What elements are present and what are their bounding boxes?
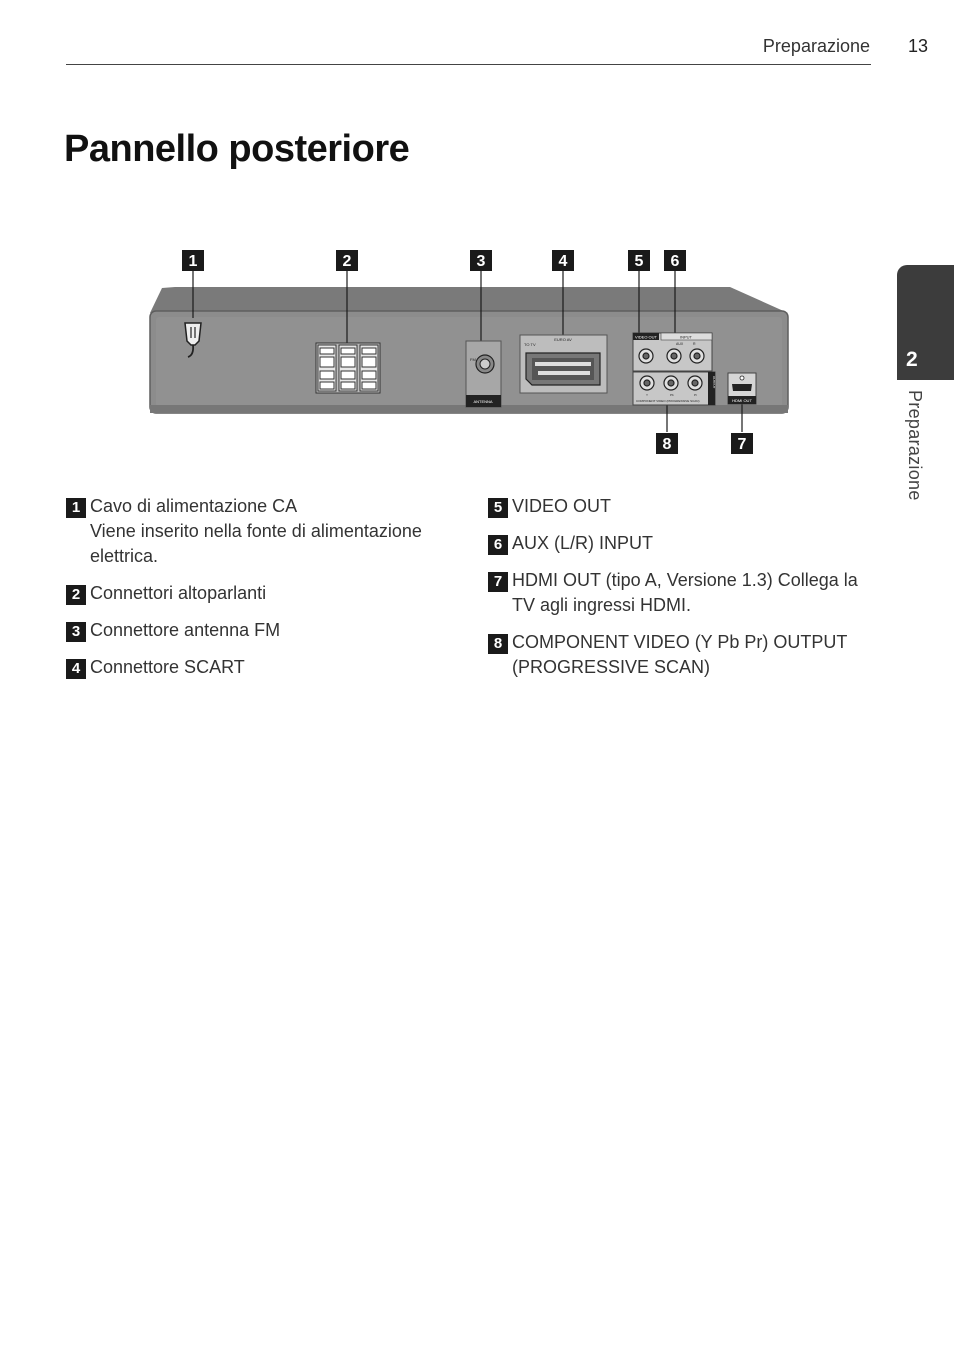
list-item	[488, 630, 878, 680]
list-item	[488, 531, 878, 556]
svg-text:Pb: Pb	[670, 393, 674, 397]
item-number-badge: 6	[488, 535, 508, 555]
list-item	[66, 581, 446, 606]
callout-7	[731, 433, 753, 454]
list-item	[66, 494, 446, 569]
svg-text:VIDEO OUT: VIDEO OUT	[634, 334, 658, 340]
item-number-badge: 7	[488, 572, 508, 592]
svg-text:Y: Y	[646, 393, 649, 397]
running-header-section: Preparazione	[762, 36, 870, 56]
svg-text:7: 7	[737, 436, 747, 453]
callout-2	[336, 250, 358, 271]
list-item	[66, 618, 446, 643]
svg-text:3: 3	[476, 253, 486, 270]
svg-text:1: 1	[188, 253, 198, 270]
item-number-badge: 3	[66, 622, 86, 642]
chassis-top	[150, 287, 788, 313]
page-title: Pannello posteriore	[64, 128, 410, 170]
svg-text:INPUT: INPUT	[680, 334, 692, 340]
svg-text:COMPONENT VIDEO (PROGRESSIVE S: COMPONENT VIDEO (PROGRESSIVE SCAN)	[636, 399, 700, 403]
item-text: COMPONENT VIDEO (Y Pb Pr) OUTPUT (PROGRESSIVE SCAN)	[512, 632, 848, 677]
callout-5	[628, 250, 650, 271]
svg-text:OUTPUT: OUTPUT	[712, 376, 716, 389]
svg-text:TO TV: TO TV	[524, 342, 536, 347]
svg-text:2: 2	[342, 253, 352, 270]
item-text: VIDEO OUT	[512, 496, 612, 516]
item-description: Viene inserito nella fonte di alimentazione elettrica.	[90, 521, 422, 566]
item-number-badge: 1	[66, 498, 86, 518]
item-number-badge: 8	[488, 634, 508, 654]
item-text: Connettore SCART	[90, 657, 245, 677]
scart-connector	[520, 335, 607, 393]
page-number: 13	[908, 36, 929, 56]
list-item	[488, 568, 878, 618]
rear-panel-diagram	[140, 245, 800, 460]
callout-1	[182, 250, 204, 271]
callout-3	[470, 250, 492, 271]
item-text: Connettore antenna FM	[90, 620, 281, 640]
svg-text:ANTENNA: ANTENNA	[473, 399, 493, 404]
item-text: AUX (L/R) INPUT	[512, 533, 654, 553]
video-out-aux-input	[633, 333, 712, 371]
svg-text:AUX: AUX	[676, 342, 684, 346]
hdmi-out-connector	[728, 373, 756, 404]
item-text: Cavo di alimentazione CA	[90, 496, 298, 516]
svg-text:HDMI OUT: HDMI OUT	[732, 398, 752, 403]
svg-text:R: R	[693, 342, 696, 346]
svg-text:5: 5	[634, 253, 644, 270]
svg-text:8: 8	[662, 436, 672, 453]
connector-list-right	[488, 494, 878, 692]
speaker-terminals	[316, 343, 380, 393]
fm-antenna-connector	[466, 341, 501, 407]
svg-text:6: 6	[670, 253, 680, 270]
callout-8	[656, 433, 678, 454]
item-number-badge: 5	[488, 498, 508, 518]
svg-text:4: 4	[558, 253, 568, 270]
callout-6	[664, 250, 686, 271]
svg-text:EURO AV: EURO AV	[554, 337, 572, 342]
svg-text:FM: FM	[470, 357, 476, 362]
item-text: HDMI OUT (tipo A, Versione 1.3) Collega la TV agli ingressi HDMI.	[512, 570, 858, 615]
connector-list-left	[66, 494, 446, 692]
list-item	[66, 655, 446, 680]
svg-text:Pr: Pr	[694, 393, 697, 397]
header-rule	[66, 64, 871, 65]
list-item	[488, 494, 878, 519]
callout-4	[552, 250, 574, 271]
chapter-label: Preparazione	[905, 390, 925, 501]
item-number-badge: 2	[66, 585, 86, 605]
item-text: Connettori altoparlanti	[90, 583, 267, 603]
item-number-badge: 4	[66, 659, 86, 679]
component-video-output	[633, 372, 716, 405]
chapter-number: 2	[906, 348, 918, 371]
